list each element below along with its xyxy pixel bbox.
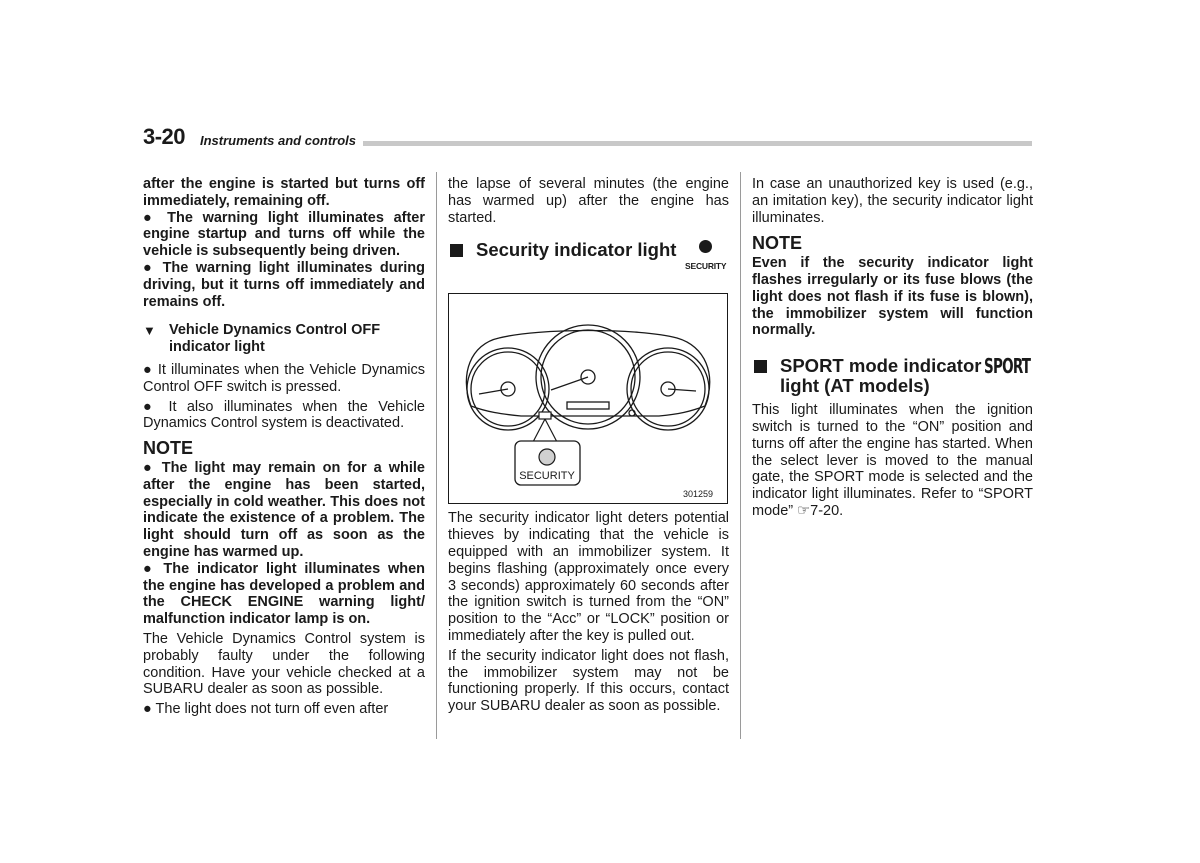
sport-indicator-icon: SPORT [984, 354, 1031, 379]
column-1 [143, 176, 425, 718]
col3-note-text: Even if the security indicator light flashes irregularly or its fuse blows (the light does not flash if its fuse is blown), the immobilizer system will function normally. [752, 255, 1033, 339]
security-heading: Security indicator light SECURITY [448, 240, 729, 284]
reference-icon: ☞ [797, 502, 811, 519]
section-title: Instruments and controls [200, 133, 357, 148]
callout-security-label: SECURITY [519, 470, 575, 483]
column-2 [448, 176, 729, 715]
col1-bullet-2: ● It also illuminates when the Vehicle Dynamics Control system is deactivated. [143, 398, 425, 432]
sport-heading: SPORT mode indicator light (AT models) SPORT [752, 356, 1033, 398]
col1-note-heading: NOTE [143, 438, 194, 459]
col3-note-heading: NOTE [752, 233, 803, 254]
col1-intro: after the engine is started but turns off immediately, remaining off. [143, 176, 425, 209]
vdc-off-subheading: ▼ Vehicle Dynamics Control OFF indicator light [143, 322, 381, 356]
section-square-icon [450, 244, 463, 257]
col1-paragraph: The Vehicle Dynamics Control system is probably faulty under the following condition. Have your vehicle checked at a SUBARU dealer as soon as possible. [143, 630, 425, 698]
col1-note-bullet-2: ● The indicator light illuminates when the engine has developed a problem and the CHECK ENGINE warning light/ malfunction indicator lamp is on. [143, 560, 425, 628]
col2-paragraph-2: If the security indicator light does not flash, the immobilizer system may not be functioning properly. If this occurs, contact your SUBARU dealer as soon as possible. [448, 647, 729, 715]
instrument-cluster-illustration [449, 294, 727, 503]
section-square-icon [754, 360, 767, 373]
col3-paragraph: This light illuminates when the ignition switch is turned to the “ON” position and turns off after the engine has started. When the select lever is moved to the manual gate, the SPORT mode is selected and the indicator light illuminates. Refer to “SPORT mode” ☞7-20. [752, 402, 1033, 519]
col1-bold-bullet-2: ● The warning light illuminates during driving, but it turns off immediately and remains off. [143, 259, 426, 310]
col1-bold-bullet-1: ● The warning light illuminates after engine startup and turns off while the vehicle is subsequently being driven. [143, 209, 425, 260]
security-indicator-icon: SECURITY [685, 240, 729, 270]
column-divider-2 [740, 172, 741, 739]
col1-last-bullet: ● The light does not turn off even after [143, 701, 389, 718]
col2-intro: the lapse of several minutes (the engine has warmed up) after the engine has started. [448, 176, 729, 226]
page-header [143, 124, 1032, 152]
triangle-icon: ▼ [143, 323, 156, 339]
col1-note-bullet-1: ● The light may remain on for a while after the engine has been started, especially in cold weather. This does not indicate the existence of a problem. The light should turn off as soon as the engine has warmed up. [143, 459, 425, 560]
instrument-cluster-figure [448, 293, 728, 504]
column-divider-1 [436, 172, 437, 739]
column-3 [752, 176, 1033, 520]
col3-intro: In case an unauthorized key is used (e.g., an imitation key), the security indicator light illuminates. [752, 176, 1033, 226]
col1-bullet-1: ● It illuminates when the Vehicle Dynamics Control OFF switch is pressed. [143, 361, 425, 395]
page-number: 3-20 [143, 124, 186, 149]
figure-id: 301259 [683, 489, 714, 500]
header-rule [363, 141, 1032, 146]
col2-paragraph-1: The security indicator light deters potential thieves by indicating that the vehicle is equipped with an immobilizer system. It begins flashing (approximately once every 3 seconds) approximately 60 seconds after the ignition switch is turned from the “ON” position to the “Acc” or “LOCK” position or immediately after the key is pulled out. [448, 510, 729, 644]
